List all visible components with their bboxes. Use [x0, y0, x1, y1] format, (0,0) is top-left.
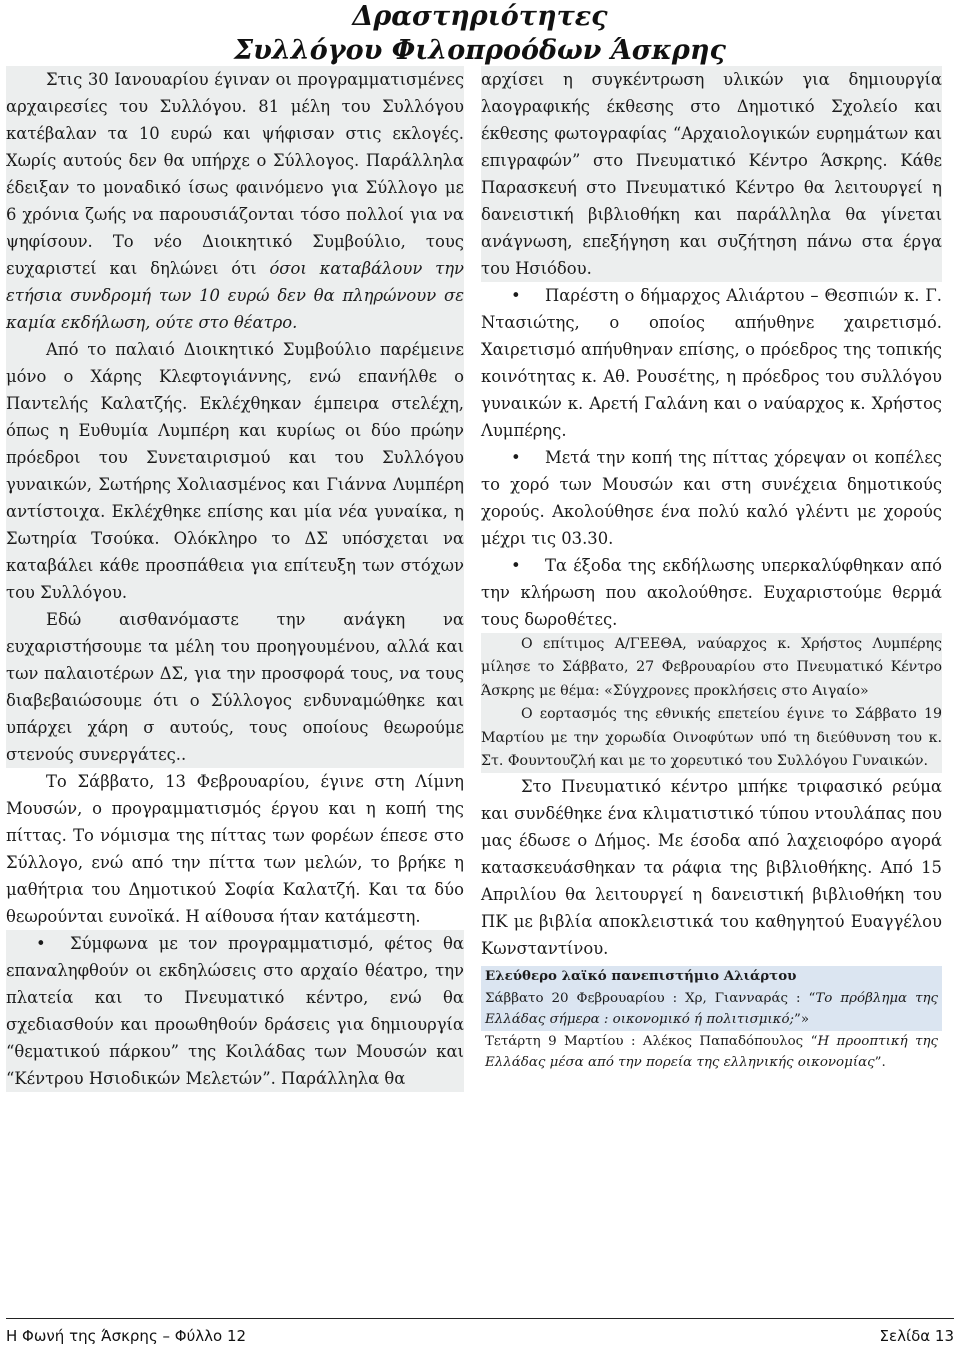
footer-publication: Η Φωνή της Άσκρης – Φύλλο 12	[6, 1327, 247, 1345]
right-column	[481, 66, 942, 1074]
programme-bullet: • Σύμφωνα με τον προγραμματισμό, φέτος θα επαναληφθούν οι εκδηλώσεις στο αρχαίο θέατρο, την πλατεία και το Πνευματικό κέντρο, ενώ θα σχεδιασθούν και προωθηθούν δράσεις για δημιουργία “θεματικού πάρκου” της Κοιλάδας των Μουσών και “Κέντρου Ησιοδικών Μελετών”. Παράλληλα θα	[6, 930, 464, 1092]
board-paragraph: Από το παλαιό Διοικητικό Συμβούλιο παρέμεινε μόνο ο Χάρης Κλεφτογιάννης, ενώ επανήλθε ο Παντελής Καλατζής. Εκλέχθηκαν έμπειρα στελέχη, όπως η Ευθυμία Λυμπέρη και κυρίως οι δύο πρώην πρόεδροι του Συνεταιρισμού και του Συλλόγου γυναικών, Σωτήρης Χολιασμένος και Γιάννα Λυμπέρη αντίστοιχα. Εκλέχθηκε επίσης και μία νέα γυναίκα, η Σωτηρία Τσούκα. Ολόκληρο το ΔΣ υπόσχεται να καταβάλει κάθε προσπάθεια για επίτευξη των στόχων του Συλλόγου.	[6, 336, 464, 606]
elections-paragraph	[6, 66, 464, 336]
pitta-paragraph: Το Σάββατο, 13 Φεβρουαρίου, έγινε στη Λίμνη Μουσών, ο προγραμματισμός έργου και η κοπή της πίττας. Το νόμισμα της πίττας των φορέων έπεσε στο Σύλλογο, ενώ από την πίττα των μελών, το βρήκε η μαθήτρια του Δημοτικού Σοφία Καλατζή. Και τα δύο θεωρούνται ευνοϊκά. Η αίθουσα ήταν κατάμεστη.	[6, 772, 464, 926]
footer-page-number: Σελίδα 13	[879, 1327, 954, 1345]
subscription-note: όσοι καταβάλουν την ετήσια συνδρομή των 10 ευρώ δεν θα πληρώνουν σε καμία εκδήλωση, ούτε στο θέατρο.	[6, 259, 464, 332]
library-paragraph: Στο Πνευματικό κέντρο μπήκε τριφασικό ρεύμα και συνδέθηκε ένα κλιματιστικό τύπου ντουλάπας που μας έδωσε ο Δήμος. Με έσοδα από λαχειοφόρο αγορά κατασκευάσθηκαν τα ράφια της βιβλιοθήκης. Από 15 Απριλίου θα λειτουργεί η δανειστική βιβλιοθήκη του ΠΚ με βιβλία αποκλειστικά του καθηγητού Ευαγγέλου Κωνσταντίνου.	[481, 777, 942, 959]
lecture-1: Σάββατο 20 Φεβρουαρίου : Χρ, Γιανναράς : “Το πρόβλημα της Ελλάδας σήμερα : οικονομικό ή πολιτισμικό;”»	[485, 990, 938, 1028]
footer-divider	[6, 1318, 954, 1319]
admiral-talk-paragraph: Ο επίτιμος Α/ΓΕΕΘΑ, ναύαρχος κ. Χρήστος Λυμπέρης μίλησε το Σάββατο, 27 Φεβρουαρίου στο Πνευματικό Κέντρο Άσκρης με θέμα: «Σύγχρονες προκλήσεις στο Αιγαίο»	[481, 633, 942, 703]
title-line-1: Δραστηριότητες	[352, 1, 608, 32]
lecture-2: Τετάρτη 9 Μαρτίου : Αλέκος Παπαδόπουλος “Η προοπτική της Ελλάδας μέσα από την πορεία της ελληνικής οικονομίας”.	[485, 1033, 938, 1071]
elections-text: Στις 30 Ιανουαρίου έγιναν οι προγραμματισμένες αρχαιρεσίες του Συλλόγου. 81 μέλη του Συλλόγου κατέβαλαν τα 10 ευρώ και ψήφισαν στις εκλογές. Χωρίς αυτούς δεν θα υπήρχε ο Σύλλογος. Παράλληλα έδειξαν το μοναδικό ίσως φαινόμενο για Σύλλογο με 6 χρόνια ζωής να παρουσιάζονται τόσο πολλοί για να ψηφίσουν. Το νέο Διοικητικό Συμβούλιο, τους ευχαριστεί και δηλώνει ότι	[6, 70, 464, 278]
university-box-title: Ελεύθερο λαϊκό πανεπιστήμιο Αλιάρτου	[485, 968, 797, 985]
mayor-bullet: • Παρέστη ο δήμαρχος Αλιάρτου – Θεσπιών κ. Γ. Ντασιώτης, ο οποίος απήυθηνε χαιρετισμό. Χαιρετισμό απήυθηναν επίσης, ο πρόεδρος της τοπικής κοινότητας κ. Αθ. Ρουσέτης, η πρόεδρος του συλλόγου γυναικών κ. Αρετή Γαλάνη και ο ναύαρχος κ. Χρήστος Λυμπέρης.	[481, 282, 942, 444]
exhibition-paragraph: αρχίσει η συγκέντρωση υλικών για δημιουργία λαογραφικής έκθεσης στο Δημοτικό Σχολείο και έκθεσης φωτογραφίας “Αρχαιολογικών ευρημάτων και επιγραφών” στο Πνευματικό Κέντρο Άσκρης. Κάθε Παρασκευή στο Πνευματικό Κέντρο θα λειτουργεί η δανειστική βιβλιοθήκη και παράλληλα θα γίνεται ανάγνωση, επεξήγηση και συζήτηση πάνω στα έργα του Ησιόδου.	[481, 66, 942, 282]
title-line-2: Συλλόγου Φιλοπροόδων Άσκρης	[234, 35, 726, 66]
dance-bullet: • Μετά την κοπή της πίττας χόρεψαν οι κοπέλες το χορό των Μουσών και στη συνέχεια δημοτικούς χορούς. Ακολούθησε ένα πολύ καλό γλέντι με χορούς μέχρι τις 03.30.	[481, 444, 942, 552]
expenses-bullet: • Τα έξοδα της εκδήλωσης υπερκαλύφθηκαν από την κλήρωση που ακολούθησε. Ευχαριστούμε θερμά τους δωροθέτες.	[481, 552, 942, 633]
page-footer	[6, 1327, 954, 1345]
page-title	[0, 0, 960, 68]
university-box	[481, 966, 942, 1031]
left-column	[6, 66, 464, 1092]
thanks-paragraph: Εδώ αισθανόμαστε την ανάγκη να ευχαριστήσουμε τα μέλη του προηγουμένου, αλλά και των παλαιοτέρων ΔΣ, για την προσφορά τους, να τους διαβεβαιώσουμε ότι ο Σύλλογος ενδυναμώθηκε και υπάρχει χάρη σ αυτούς, τους οποίους θεωρούμε στενούς συνεργάτες..	[6, 606, 464, 768]
national-day-paragraph: Ο εορτασμός της εθνικής επετείου έγινε το Σάββατο 19 Μαρτίου με την χορωδία Οινοφύτων υπό τη διεύθυνση του κ. Στ. Φουντουζλή και με το χορευτικό του Συλλόγου Γυναικών.	[481, 703, 942, 773]
